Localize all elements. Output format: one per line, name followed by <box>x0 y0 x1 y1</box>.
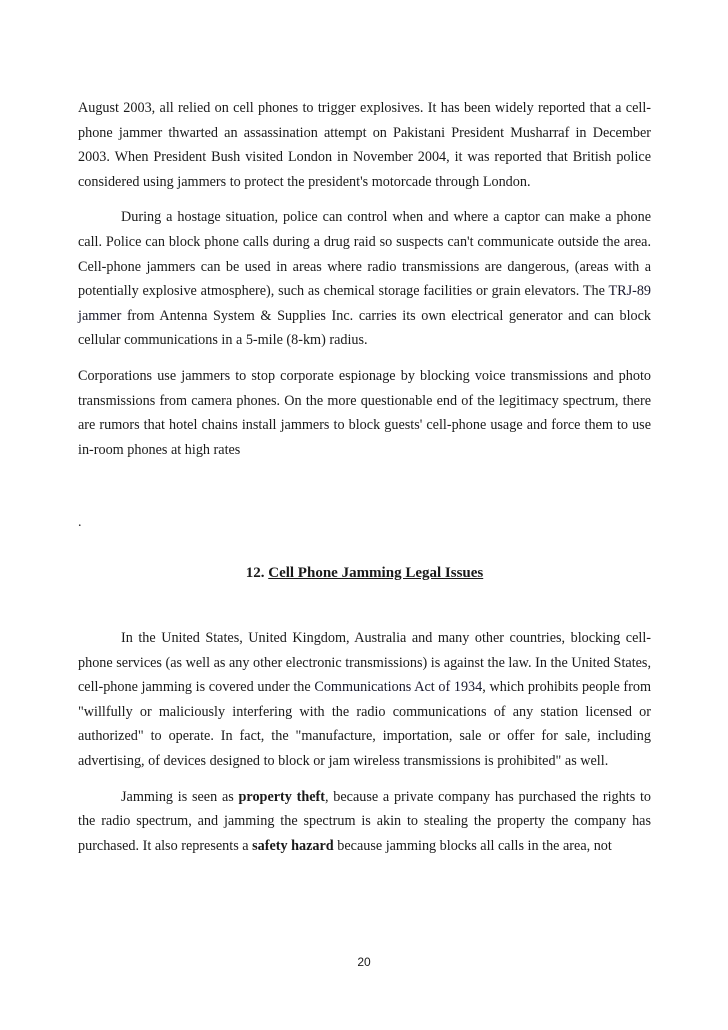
paragraph-property-theft <box>78 785 651 859</box>
trj-89-link[interactable]: TRJ-89 jammer <box>78 283 651 324</box>
paragraph-police-text-b: from Antenna System & Supplies Inc. carries its own electrical generator and can block cellular communications in a 5-mile (8-km) radius. <box>78 307 651 349</box>
section-number: 12. <box>245 565 269 581</box>
paragraph-legal-status <box>78 626 651 774</box>
paragraph-police-text-a: During a hostage situation, police can control when and where a captor can make a phone call. Police can block phone calls during a drug raid so suspects can't communicate outside the area. Cell-phone jammers can be used in areas where radio transmissions are dangerous, (areas with a potentially explosive atmosphere), such as chemical storage facilities or grain elevators. The <box>78 209 651 300</box>
paragraph-attacks: August 2003, all relied on cell phones to trigger explosives. It has been widely reported that a cell-phone jammer thwarted an assassination attempt on Pakistani President Musharraf in December 2003. When President Bush visited London in November 2004, it was reported that British police considered using jammers to protect the president's motorcade through London. <box>78 100 651 190</box>
section-title: Cell Phone Jamming Legal Issues <box>268 565 484 581</box>
text-block-top <box>78 96 651 462</box>
paragraph-legal-text-b: , which prohibits people from "willfully or maliciously interfering with the radio communications of any station licensed or authorized" to operate. In fact, the "manufacture, importation, sale or offer for sale, including advertising, of devices designed to block or jam wireless transmissions is prohibited" as well. <box>78 679 652 769</box>
paragraph-theft-text-a: Jamming is seen as <box>121 788 239 805</box>
communications-act-link[interactable]: Communications Act of 1934 <box>314 679 483 696</box>
property-theft-term: property theft <box>238 788 325 805</box>
paragraph-corporations: Corporations use jammers to stop corporate espionage by blocking voice transmissions and photo transmissions from camera phones. On the more questionable end of the legitimacy spectrum, there are rumors that hotel chains install jammers to block guests' cell-phone usage and force them to use in-room phones at high rates <box>78 367 651 458</box>
safety-hazard-term: safety hazard <box>252 837 334 854</box>
section-heading <box>78 565 651 582</box>
text-block-legal <box>78 626 651 858</box>
paragraph-legal-text-a: In the United States, United Kingdom, Australia and many other countries, blocking cell-phone services (as well as any other electronic transmissions) is against the law. In the United States, cell-phone jamming is covered under the <box>78 630 651 696</box>
paragraph-police-use <box>78 205 651 353</box>
paragraph-theft-text-c: because jamming blocks all calls in the area, not <box>333 837 612 854</box>
stray-period: . <box>78 515 82 530</box>
paragraph-theft-text-b: , because a private company has purchased the rights to the radio spectrum, and jamming the spectrum is akin to stealing the property the company has purchased. It also represents a <box>78 788 651 854</box>
page-number: 20 <box>357 955 371 969</box>
